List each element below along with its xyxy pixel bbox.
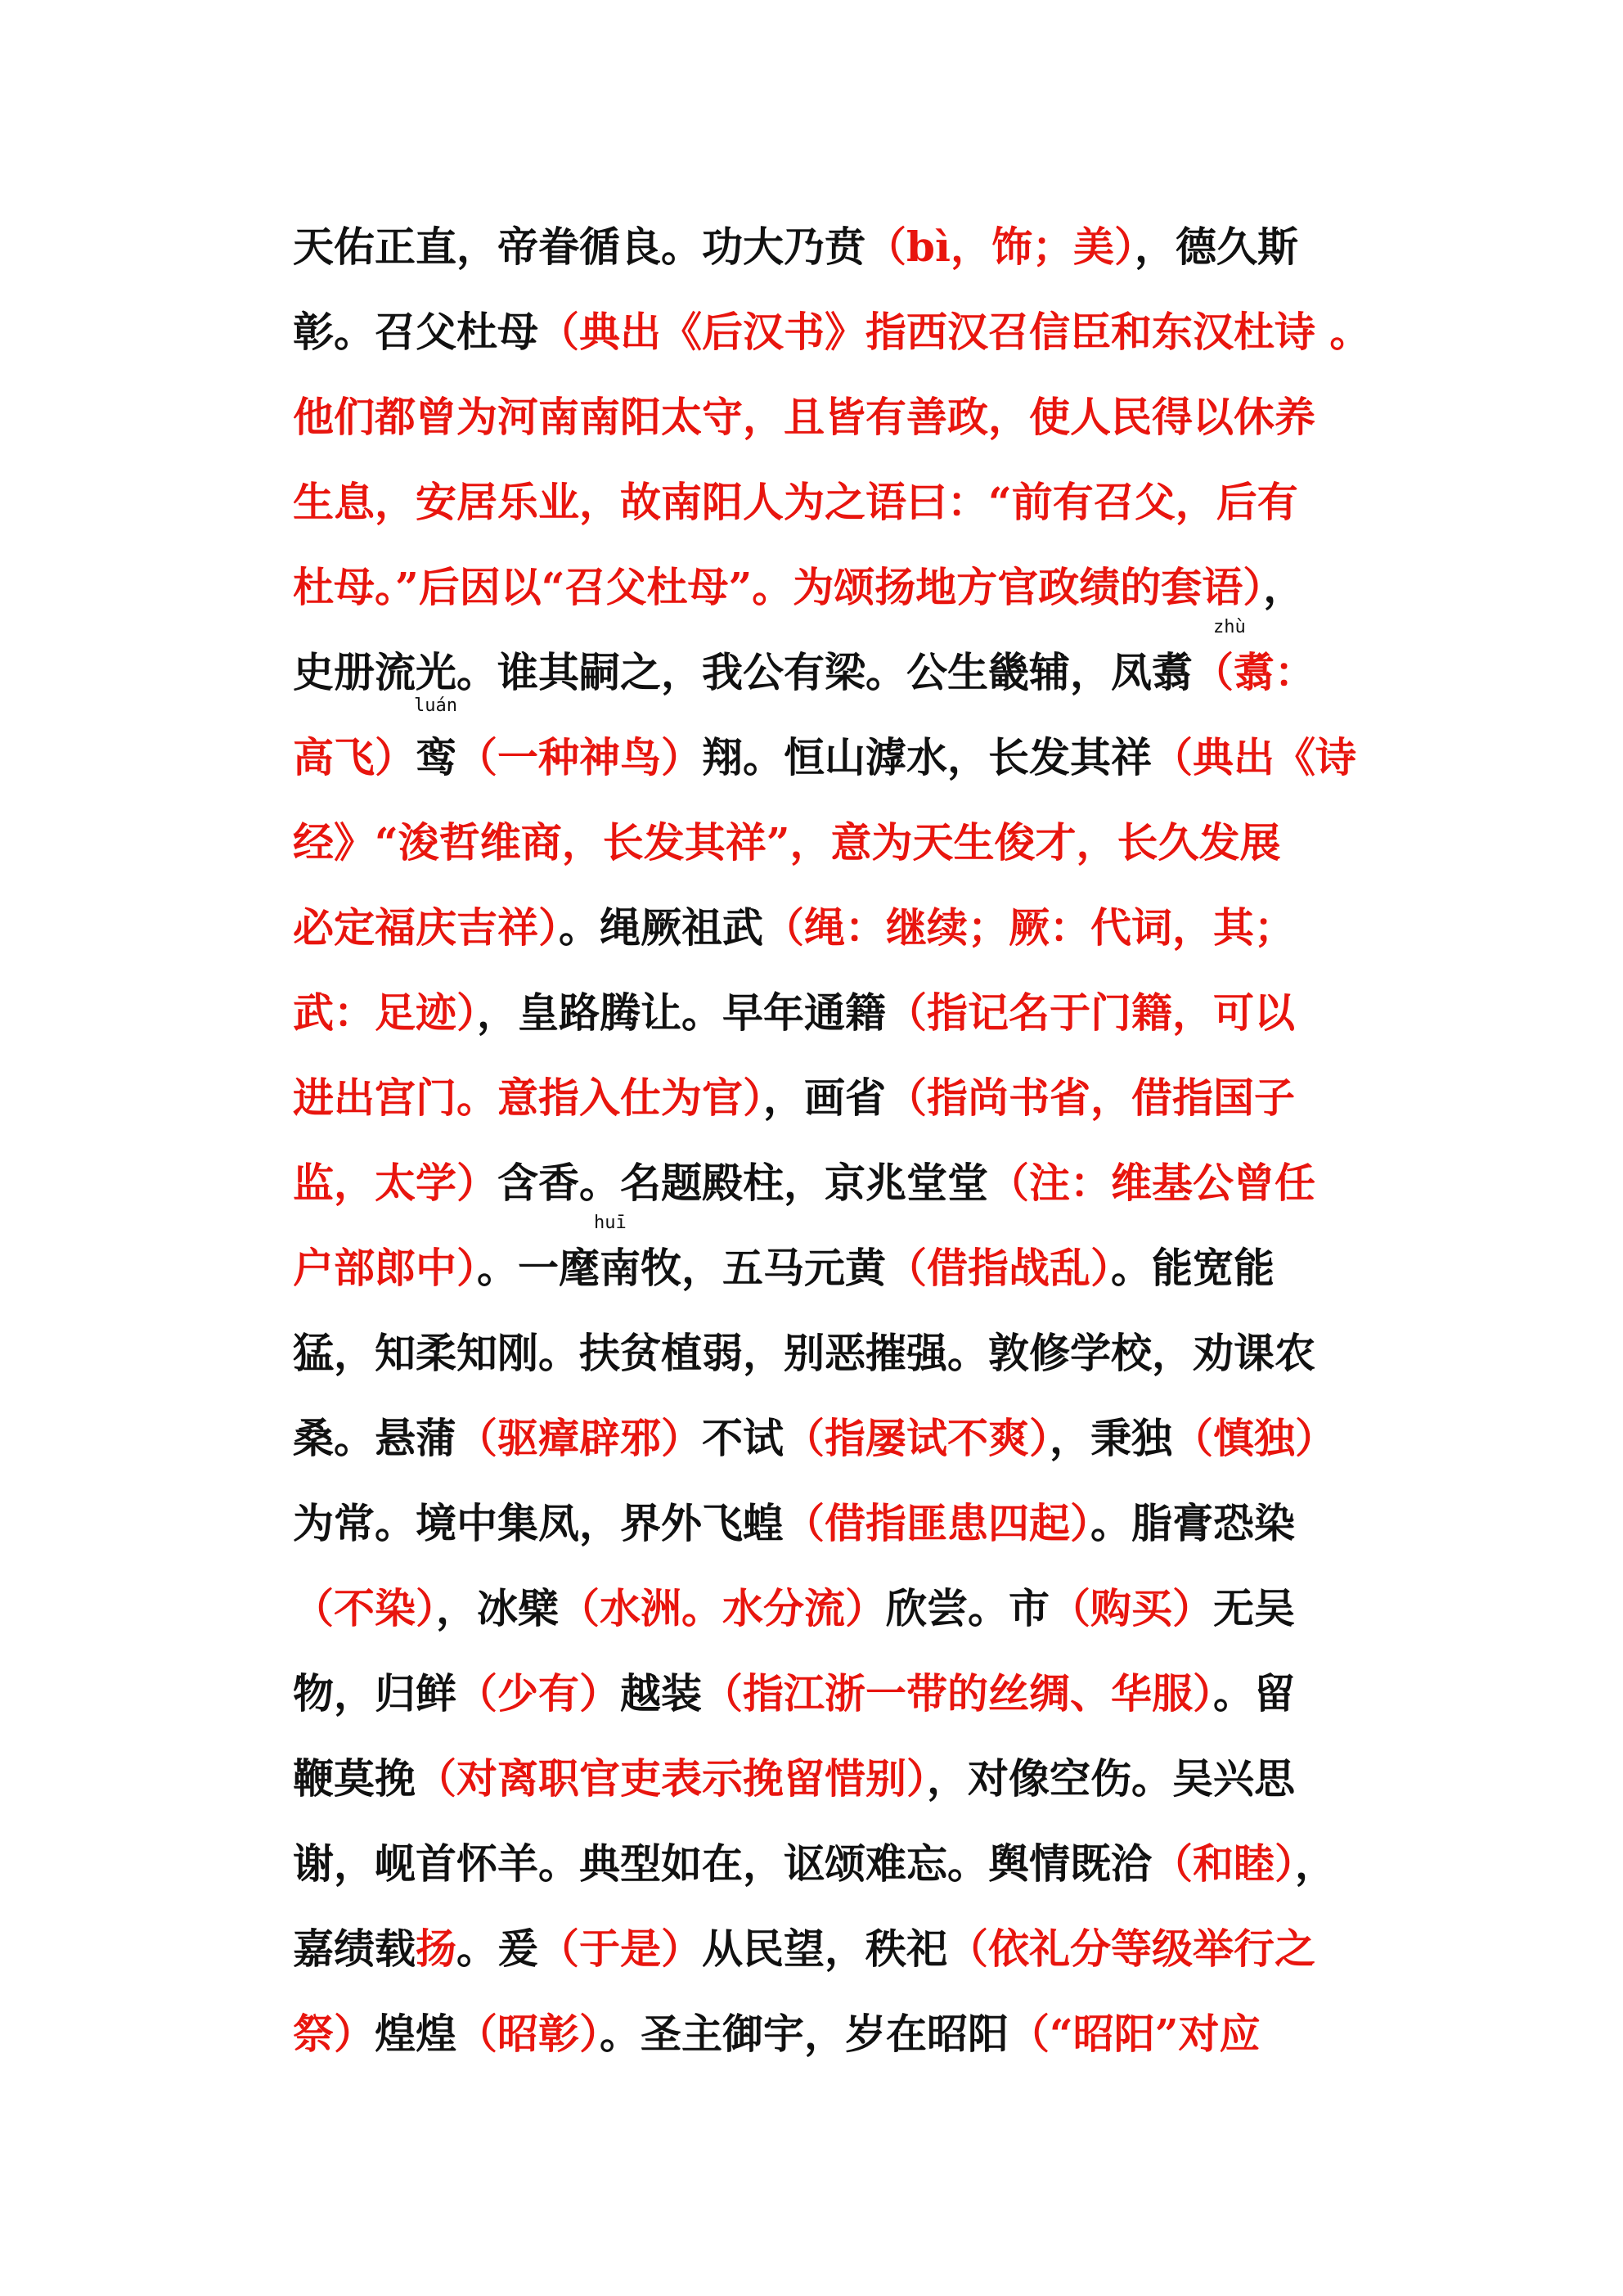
body-text: 煌煌 xyxy=(375,2010,456,2058)
body-text: 物，归鲜 xyxy=(293,1669,456,1717)
annotation-text: （注：维基公曾任 xyxy=(988,1159,1315,1207)
annotation-text: 扬 xyxy=(416,1925,456,1973)
annotation-text: 户部郎中） xyxy=(293,1244,477,1292)
annotation-text: （借指匪患四起） xyxy=(784,1499,1090,1547)
annotation-text: 监，太学） xyxy=(293,1159,497,1207)
annotation-text: （水洲。水分流） xyxy=(559,1584,886,1632)
body-text: 欣尝。市 xyxy=(886,1584,1050,1632)
body-text: ，秉独 xyxy=(1050,1414,1172,1462)
annotation-text: 祭） xyxy=(293,2010,375,2058)
annotation-text: （指尚书省，借指国子 xyxy=(886,1074,1295,1122)
body-text: 从民望，秩祀 xyxy=(702,1925,947,1973)
text-line xyxy=(293,1141,1389,1226)
body-text: 为常。境中集凤，界外飞蝗 xyxy=(293,1499,784,1547)
annotation-text: （一种神鸟） xyxy=(456,733,702,781)
annotation-text: 武：足迹） xyxy=(293,988,477,1037)
body-text: 。脂膏恐染 xyxy=(1090,1499,1295,1547)
annotation-text: （于是） xyxy=(538,1925,702,1973)
text-line xyxy=(293,1907,1389,1992)
annotation-text: （和睦） xyxy=(1152,1839,1295,1888)
body-text: 不试 xyxy=(702,1414,784,1462)
body-text: ， xyxy=(1295,1839,1336,1888)
annotation-text: （借指战乱） xyxy=(886,1244,1111,1292)
annotation-text: 生息，安居乐业，故南阳人为之语曰：“前有召父，后有 xyxy=(293,478,1298,526)
annotation-text: （驱瘴辟邪） xyxy=(456,1414,702,1462)
annotation-text: （典出《诗 xyxy=(1152,733,1356,781)
body-text: 谢，岘首怀羊。典型如在，讴颂难忘。舆情既洽 xyxy=(293,1839,1152,1888)
annotation-text: （慎独） xyxy=(1172,1414,1336,1462)
annotation-text: 他们都曾为河南南阳太守，且皆有善政，使人民得以休养 xyxy=(293,393,1315,441)
pinyin-annotation: zhù xyxy=(1213,617,1246,637)
annotation-text: （翥： xyxy=(1193,648,1315,696)
annotation-text: （指江浙一带的丝绸、华服） xyxy=(702,1669,1213,1717)
body-text: 天佑正直，帝眷循良。功大乃贲 xyxy=(293,223,865,271)
body-text: ， xyxy=(1263,563,1305,611)
text-line xyxy=(293,1736,1389,1821)
text-line xyxy=(293,460,1389,545)
body-text: 嘉绩载 xyxy=(293,1925,416,1973)
text-line xyxy=(293,1566,1389,1651)
body-text: ，皇路腾让。早年通籍 xyxy=(477,988,886,1037)
text-line xyxy=(293,1311,1389,1396)
body-text: 无吴 xyxy=(1213,1584,1295,1632)
body-text: 。能宽能 xyxy=(1111,1244,1275,1292)
body-text: 彰。召父杜母 xyxy=(293,308,538,356)
annotation-text: 高飞） xyxy=(293,733,416,781)
annotation-text: （依礼分等级举行之 xyxy=(947,1925,1315,1973)
pinyin-annotation: huī xyxy=(594,1213,627,1233)
text-line xyxy=(293,290,1389,375)
body-text: 。爰 xyxy=(456,1925,538,1973)
body-text: 。一麾南牧，五马元黄 xyxy=(477,1244,886,1292)
body-text: 。圣主御宇，岁在昭阳 xyxy=(600,2010,1009,2058)
body-text: ，画省 xyxy=(763,1074,886,1122)
annotation-text: 进出宫门。意指入仕为官） xyxy=(293,1074,763,1122)
annotation-text: 经》“浚哲维商，长发其祥”，意为天生俊才，长久发展 xyxy=(293,818,1281,867)
annotation-text: （指记名于门籍，可以 xyxy=(886,988,1295,1037)
text-block xyxy=(293,205,1389,2077)
annotation-text: （指屡试不爽） xyxy=(784,1414,1050,1462)
body-text: 史册流光。谁其嗣之，我公有梁。公生畿辅，凤翥 xyxy=(293,648,1193,696)
text-line xyxy=(293,1396,1389,1481)
text-line xyxy=(293,1481,1389,1566)
body-text: 含香。名题殿柱，京兆堂堂 xyxy=(497,1159,988,1207)
text-line xyxy=(293,1651,1389,1736)
text-line xyxy=(293,1821,1389,1907)
annotation-text: （少有） xyxy=(456,1669,620,1717)
body-text: 翔。恒山滹水，长发其祥 xyxy=(702,733,1152,781)
body-text: 。绳厥祖武 xyxy=(559,903,763,952)
annotation-text: （“昭阳”对应 xyxy=(1009,2010,1261,2058)
annotation-text: （对离职官吏表示挽留惜别） xyxy=(416,1754,927,1803)
annotation-text: （绳：继续；厥：代词，其； xyxy=(763,903,1295,952)
body-text: 越装 xyxy=(620,1669,702,1717)
body-text: 鞭莫挽 xyxy=(293,1754,416,1803)
text-line xyxy=(293,885,1389,970)
text-line xyxy=(293,800,1389,885)
body-text: 鸾 xyxy=(416,733,456,781)
text-line xyxy=(293,970,1389,1056)
text-line xyxy=(293,617,1389,715)
annotation-text: （典出《后汉书》指西汉召信臣和东汉杜诗 。 xyxy=(538,308,1371,356)
annotation-text: （昭彰） xyxy=(456,2010,600,2058)
body-text: 猛，知柔知刚。扶贫植弱，别恶摧强。敦修学校，劝课农 xyxy=(293,1329,1315,1377)
annotation-text: （不染） xyxy=(293,1584,436,1632)
body-text: 桑。悬蒲 xyxy=(293,1414,456,1462)
text-line xyxy=(293,1056,1389,1141)
text-line xyxy=(293,205,1389,290)
pinyin-annotation: luán xyxy=(414,696,457,716)
text-line xyxy=(293,375,1389,460)
text-line xyxy=(293,1992,1389,2077)
annotation-text: 杜母。”后因以“召父杜母”。为颂扬地方官政绩的套语） xyxy=(293,563,1264,611)
body-text: ，冰檗 xyxy=(436,1584,559,1632)
body-text: 。留 xyxy=(1213,1669,1295,1717)
annotation-text: 必定福庆吉祥） xyxy=(293,903,559,952)
body-text: ，德久斯 xyxy=(1134,223,1298,271)
annotation-text: （购买） xyxy=(1050,1584,1213,1632)
body-text: ，对像空伤。吴兴思 xyxy=(927,1754,1295,1803)
annotation-text: （bì，饰；美） xyxy=(865,223,1135,271)
text-line xyxy=(293,696,1389,800)
text-line xyxy=(293,1213,1389,1311)
